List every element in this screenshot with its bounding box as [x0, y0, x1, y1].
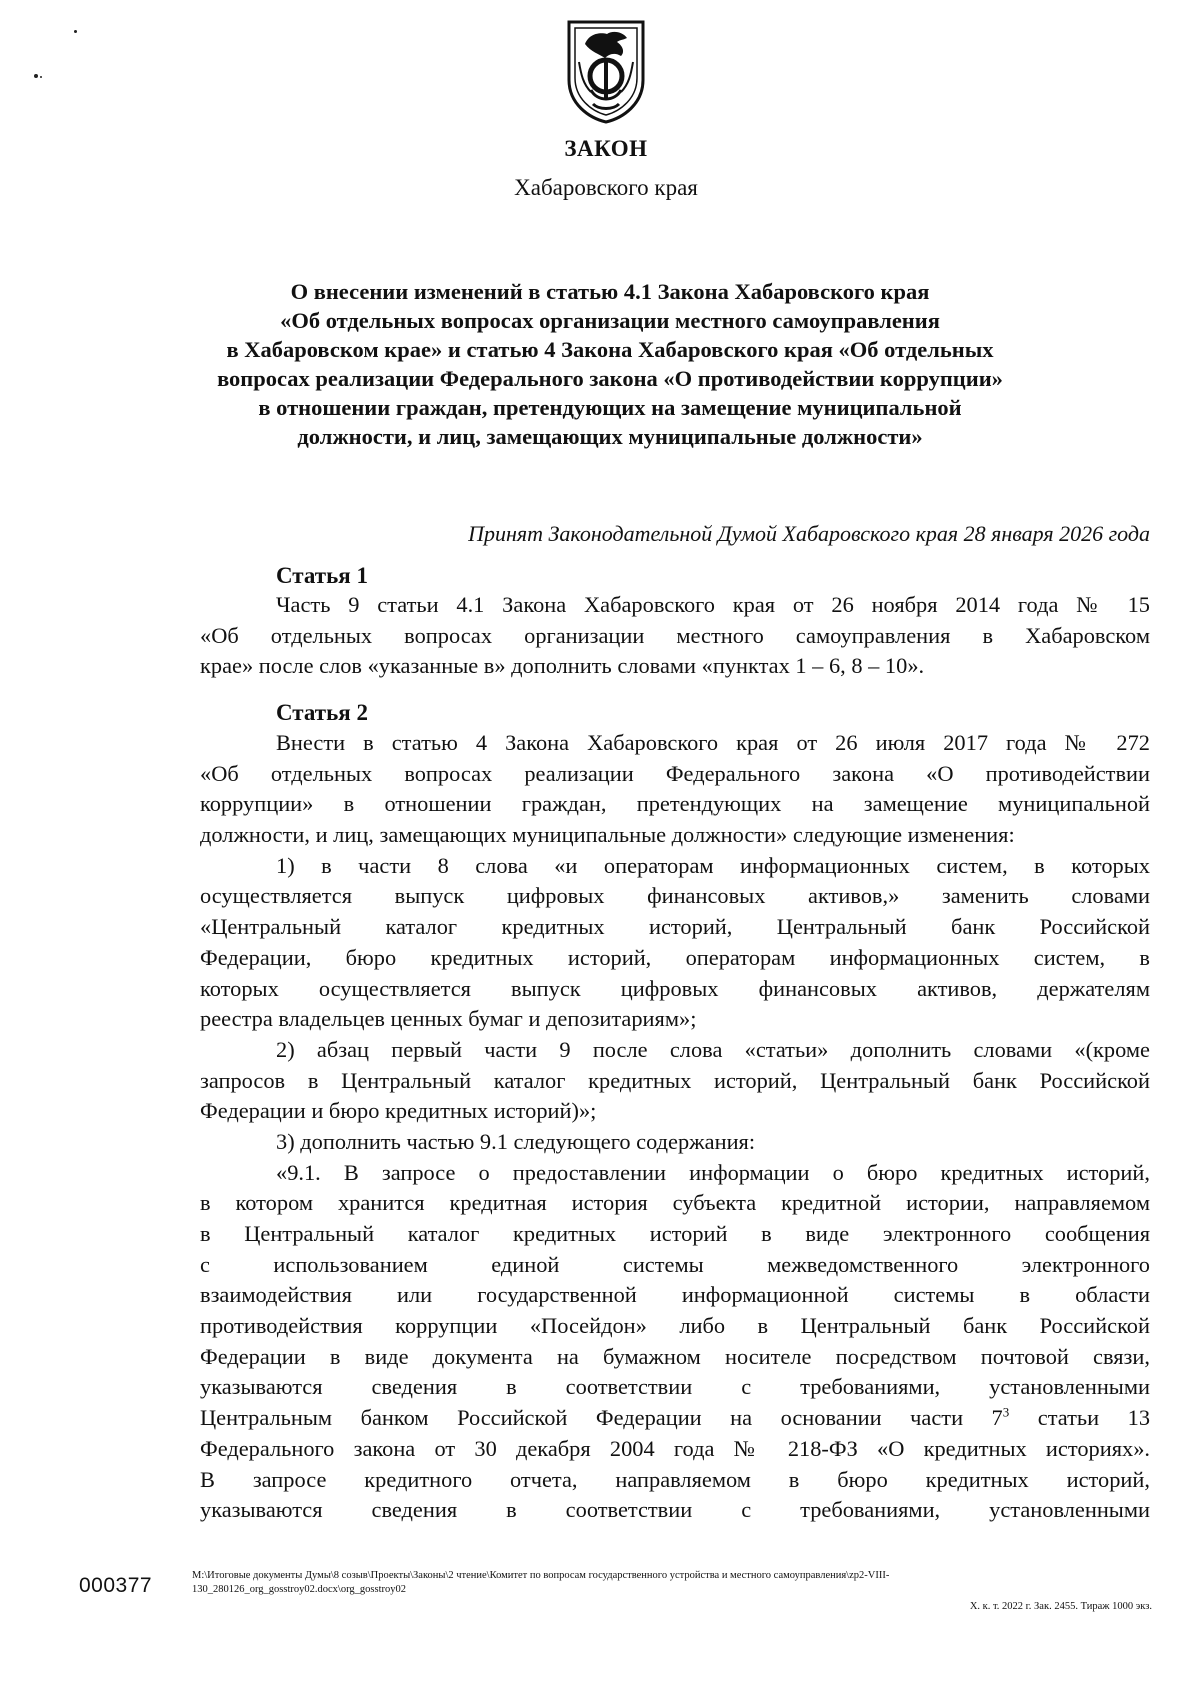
law-title-line: вопросах реализации Федерального закона «О противодействии коррупции» [217, 366, 1003, 391]
article-2-body [200, 728, 1150, 1526]
article-2-line: противодействия коррупции «Посейдон» либо в Центральный банк Российской [200, 1313, 1150, 1339]
article-2-line: Федерации, бюро кредитных историй, операторам информационных систем, в [200, 944, 1150, 970]
article-2-line: коррупции» в отношении граждан, претендующих на замещение муниципальной [200, 791, 1150, 817]
document-heading: ЗАКОН [564, 136, 648, 161]
document-subheading: Хабаровского края [514, 175, 698, 200]
article-2-line: указываются сведения в соответствии с требованиями, установленными [200, 1497, 1150, 1523]
article-2-line: 3) дополнить частью 9.1 следующего содержания: [276, 1128, 756, 1154]
article-2-line-text: статьи 13 [1009, 1405, 1150, 1431]
adoption-note: Принят Законодательной Думой Хабаровского края 28 января 2026 года [468, 521, 1150, 546]
article-2-line: Федерации в виде документа на бумажном носителе посредством почтовой связи, [200, 1343, 1150, 1369]
article-2-line: в котором хранится кредитная история субъекта кредитной истории, направляемом [200, 1190, 1150, 1216]
article-2-line: Внести в статью 4 Закона Хабаровского края от 26 июля 2017 года № 272 [276, 730, 1150, 755]
article-2-line: «Центральный каталог кредитных историй, Центральный банк Российской [200, 914, 1150, 940]
article-2-line: указываются сведения в соответствии с требованиями, установленными [200, 1374, 1150, 1400]
superscript: 3 [1002, 1404, 1010, 1420]
file-path-line: 130_280126_org_gosstroy02.docx\org_gosstroy02 [192, 1584, 406, 1595]
article-1-line: «Об отдельных вопросах организации местного самоуправления в Хабаровском [200, 622, 1150, 648]
law-title-line: О внесении изменений в статью 4.1 Закона Хабаровского края [290, 279, 930, 304]
law-title [190, 277, 1030, 451]
article-1-line: крае» после слов «указанные в» дополнить словами «пунктах 1 – 6, 8 – 10». [200, 653, 925, 679]
article-2-line: которых осуществляется выпуск цифровых финансовых активов, держателям [200, 975, 1150, 1001]
article-2-line: реестра владельцев ценных бумаг и депозитариям»; [200, 1006, 697, 1032]
article-2-line: Федерации и бюро кредитных историй)»; [200, 1098, 597, 1124]
article-2-line: в Центральный каталог кредитных историй в виде электронного сообщения [200, 1221, 1150, 1246]
article-2-line: «9.1. В запросе о предоставлении информации о бюро кредитных историй, [276, 1159, 1150, 1185]
document-number: 000377 [79, 1574, 153, 1597]
article-1-line: Часть 9 статьи 4.1 Закона Хабаровского края от 26 ноября 2014 года № 15 [276, 592, 1150, 617]
article-2-line: осуществляется выпуск цифровых финансовых активов,» заменить словами [200, 883, 1150, 909]
scan-speck [34, 74, 38, 78]
article-2-heading: Статья 2 [276, 700, 368, 725]
article-2-line: 2) абзац первый части 9 после слова «статьи» дополнить словами «(кроме [276, 1036, 1150, 1062]
article-2-line: Федерального закона от 30 декабря 2004 года № 218-ФЗ «О кредитных историях». [200, 1435, 1150, 1461]
article-2-line: запросов в Центральный каталог кредитных историй, Центральный банк Российской [200, 1067, 1150, 1093]
article-2-line: взаимодействия или государственной информационной системы в области [200, 1282, 1150, 1308]
file-path-line: M:\Итоговые документы Думы\8 созыв\Проекты\Законы\2 чтение\Комитет по вопросам государственного устройства и местного самоуправления\zp2-VIII- [192, 1570, 890, 1581]
file-path [192, 1569, 1152, 1597]
article-2-line: должности, и лиц, замещающих муниципальные должности» следующие изменения: [200, 822, 1015, 848]
law-title-line: в отношении граждан, претендующих на замещение муниципальной [258, 395, 962, 420]
law-title-line: в Хабаровском крае» и статью 4 Закона Хабаровского края «Об отдельных [226, 337, 994, 362]
law-title-line: «Об отдельных вопросах организации местного самоуправления [280, 308, 940, 333]
law-title-line: должности, и лиц, замещающих муниципальные должности» [297, 424, 923, 449]
article-2-line: В запросе кредитного отчета, направляемом в бюро кредитных историй, [200, 1466, 1150, 1492]
article-2-line: 1) в части 8 слова «и операторам информационных систем, в которых [276, 852, 1150, 878]
article-1-heading: Статья 1 [276, 563, 368, 588]
article-2-line: с использованием единой системы межведомственного электронного [200, 1251, 1150, 1277]
article-2-line [200, 1403, 1150, 1434]
article-1-body [200, 590, 1150, 682]
article-2-line-text: Центральным банком Российской Федерации на основании части 7 [200, 1405, 1003, 1431]
article-2-line: «Об отдельных вопросах реализации Федерального закона «О противодействии [200, 760, 1150, 786]
khabarovsk-coat-of-arms-icon [563, 18, 649, 124]
scan-speck [40, 76, 42, 78]
scan-speck [74, 30, 77, 33]
print-info: Х. к. т. 2022 г. Зак. 2455. Тираж 1000 экз. [969, 1601, 1152, 1612]
